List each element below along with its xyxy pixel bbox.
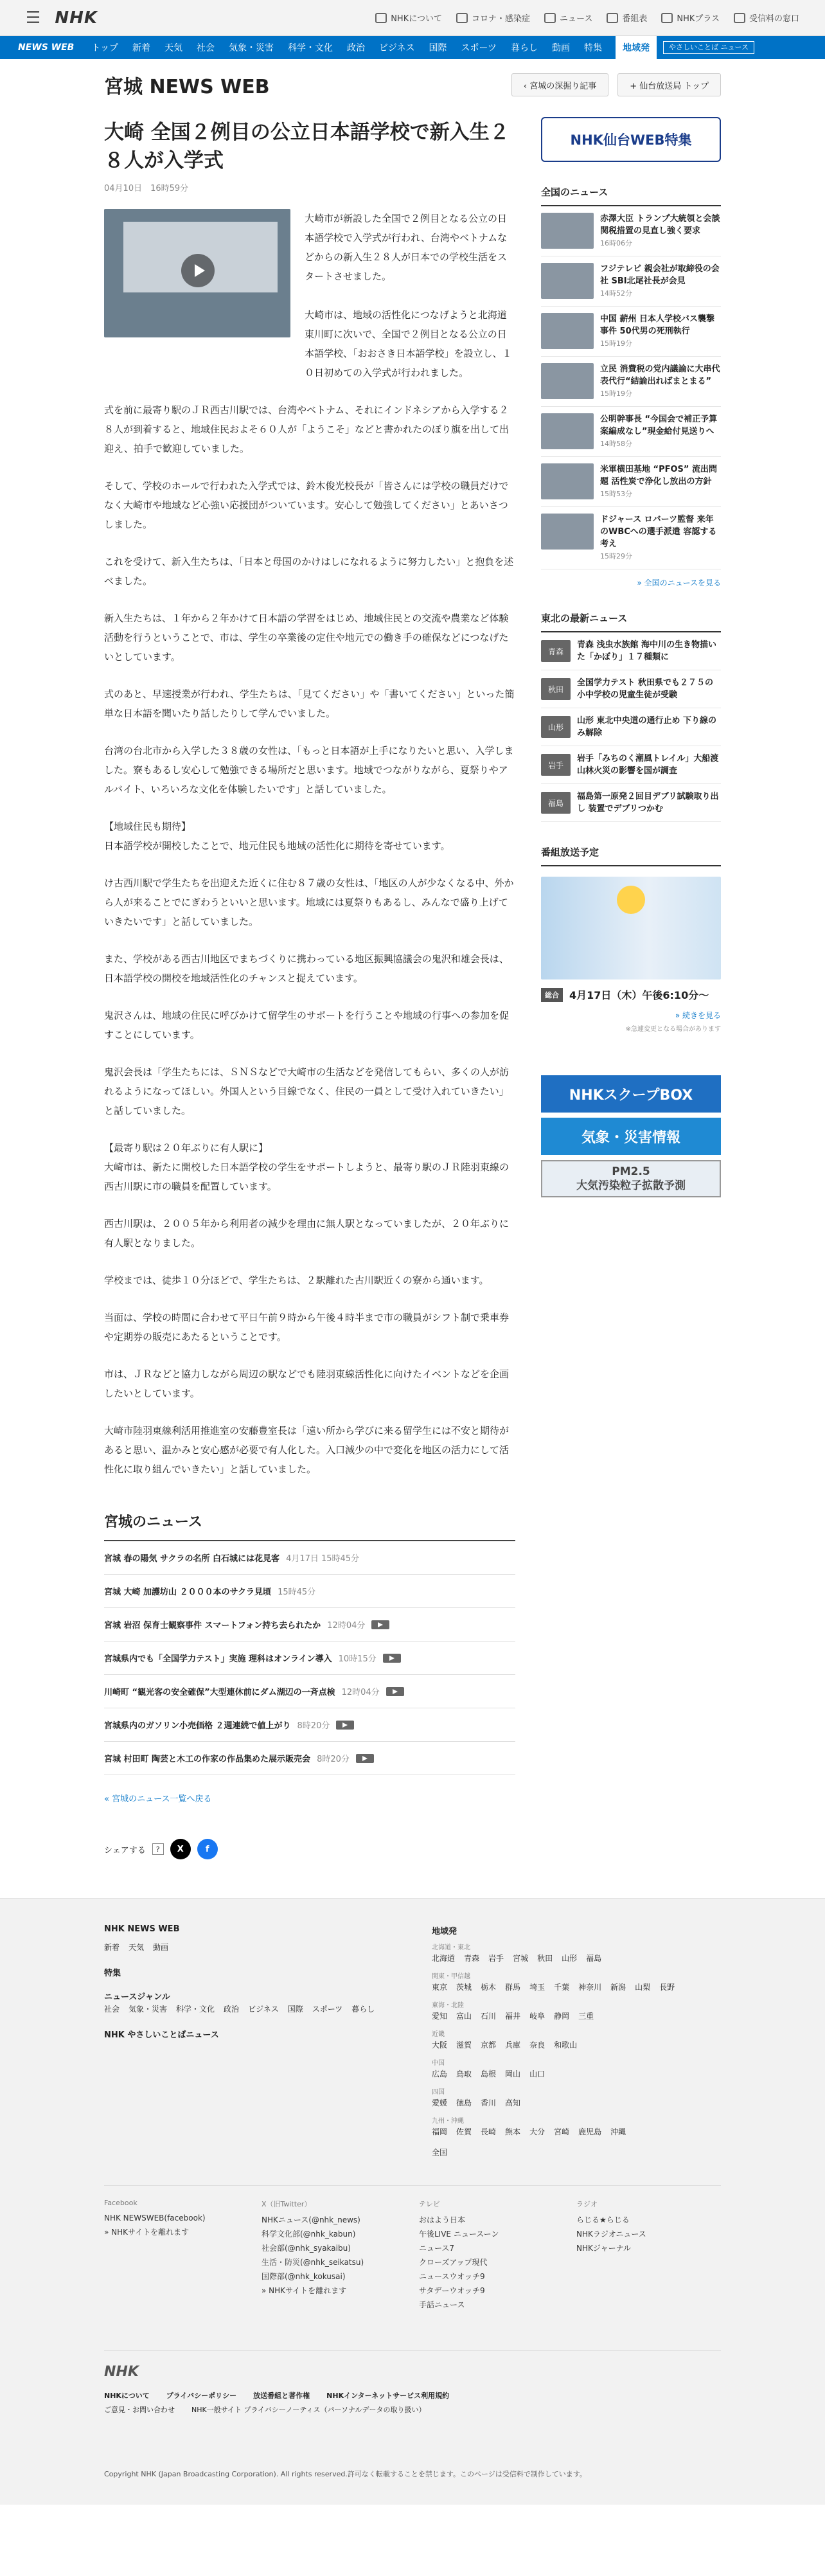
share-bar bbox=[104, 1839, 515, 1859]
footer-region-link[interactable]: 岡山 bbox=[505, 2070, 521, 2079]
footer-region-row bbox=[432, 2125, 721, 2139]
footer-column-link[interactable]: ニュース7 bbox=[419, 2244, 455, 2253]
footer-region-link[interactable]: 岐阜 bbox=[529, 2012, 546, 2021]
video-icon bbox=[386, 1687, 404, 1696]
article-video[interactable] bbox=[104, 209, 290, 337]
facebook-share-icon[interactable]: f bbox=[197, 1839, 218, 1859]
footer-region-group: 九州・沖縄 bbox=[432, 2118, 464, 2125]
footer-genre-link[interactable]: 国際 bbox=[287, 2005, 303, 2014]
footer-column-link[interactable]: » NHKサイトを離れます bbox=[262, 2286, 347, 2295]
local-news-row[interactable] bbox=[104, 1608, 515, 1641]
article-paragraph: 【最寄り駅は２０年ぶりに有人駅に】 大崎市は、新たに開校した日本語学校の学生をサポートしようと、最寄り駅のＪＲ陸羽東線の西古川駅に市の職員を配置しています。 bbox=[104, 1142, 510, 1192]
top-link-icon bbox=[734, 13, 745, 23]
nav-item[interactable]: 気象・災害 bbox=[228, 43, 274, 53]
local-news-time: 8時20分 bbox=[297, 1721, 330, 1731]
national-news-time: 15時53分 bbox=[600, 490, 632, 498]
footer-region-group: 関東・甲信越 bbox=[432, 1973, 470, 1980]
article-paragraph: 台湾の台北市から入学した３８歳の女性は、「もっと日本語が上手になりたいと思い、入学しました。寮もあるし安心して勉強できる場所だと思います。地域でつながりながら、夏祭りやアルバイト、いろいろな文化を体験したいです」と話していました。 bbox=[104, 745, 514, 795]
footer-region-row bbox=[432, 2096, 721, 2110]
footer-region-link[interactable]: 兵庫 bbox=[505, 2041, 521, 2050]
tohoku-news-item[interactable] bbox=[541, 746, 721, 784]
footer-region-row bbox=[432, 2067, 721, 2081]
footer-region-group: 東海・北陸 bbox=[432, 2002, 464, 2009]
national-news-item[interactable] bbox=[541, 457, 721, 507]
footer-column-link[interactable]: NHKジャーナル bbox=[576, 2244, 632, 2253]
tohoku-news-text: 福島第一原発２回目デブリ試験取り出し 装置でデブリつかむ bbox=[577, 792, 719, 814]
footer-region-group: 北海道・東北 bbox=[432, 1944, 470, 1951]
footer-column-title: Facebook bbox=[104, 2199, 138, 2207]
footer-link[interactable]: 天気 bbox=[129, 1943, 145, 1952]
article-lead: 大崎市が新設した全国で２例目となる公立の日本語学校で入学式が行われ、台湾やベトナムなどからの新入生２８人が日本での学校生活をスタートさせました。 大崎市は、地域の活性化につなげようと北海道東川町に次いで、全国で２例目となる公立の日本語学校、「おおさき日本語学校」を設立し、１０日初めての入学式が行われました。 bbox=[305, 213, 512, 379]
local-news-list-link[interactable]: « 宮城のニュース一覧へ戻る bbox=[104, 1794, 212, 1804]
footer-region-link[interactable]: 北海道 bbox=[432, 1954, 456, 1963]
footer-features[interactable]: 特集 bbox=[104, 1969, 121, 1978]
nav-item[interactable]: 政治 bbox=[346, 43, 365, 53]
copyright: Copyright NHK (Japan Broadcasting Corporation). All rights reserved.許可なく転載することを禁じます。このページは受信料で制作しています。 bbox=[104, 2470, 587, 2478]
footer-region-row bbox=[432, 1951, 721, 1965]
top-link-icon bbox=[456, 13, 468, 23]
footer-region-link[interactable]: 岩手 bbox=[488, 1954, 504, 1963]
top-link-label: NHKプラス bbox=[677, 14, 720, 24]
footer-column bbox=[262, 2199, 406, 2312]
local-news-title[interactable]: 宮城県内でも「全国学力テスト」実施 理科はオンライン導入 bbox=[104, 1654, 332, 1664]
video-icon bbox=[336, 1721, 354, 1730]
footer-region-row bbox=[432, 1980, 721, 1994]
national-news-item[interactable] bbox=[541, 206, 721, 256]
footer-region-link[interactable]: 長崎 bbox=[481, 2127, 497, 2136]
national-news-item[interactable] bbox=[541, 256, 721, 307]
top-link-icon bbox=[607, 13, 618, 23]
footer-news-web[interactable]: NHK NEWS WEB bbox=[104, 1924, 180, 1934]
menu-icon[interactable]: ☰ bbox=[26, 8, 41, 28]
national-news-text: 立民 消費税の党内議論に大串代表代行“結論出ればまとまる” 15時19分 bbox=[600, 363, 721, 400]
x-share-icon[interactable]: X bbox=[170, 1839, 191, 1859]
national-news-text: 米軍横田基地 “PFOS” 流出問題 活性炭で浄化し放出の方針 15時53分 bbox=[600, 463, 721, 500]
nav-region[interactable]: 地域発 bbox=[616, 36, 657, 59]
nav-item[interactable]: 科学・文化 bbox=[287, 43, 333, 53]
local-news-time: 15時45分 bbox=[278, 1588, 316, 1597]
footer-region-link[interactable]: 福井 bbox=[505, 2012, 521, 2021]
article-paragraph: 鬼沢さんは、地域の住民に呼びかけて留学生のサポートを行うことや地域の行事への参加を促すことにしています。 bbox=[104, 1010, 510, 1041]
top-link-icon bbox=[661, 13, 673, 23]
top-link-icon bbox=[375, 13, 387, 23]
pm25-label: PM2.5 bbox=[612, 1165, 650, 1178]
local-news-time: 12時04分 bbox=[327, 1621, 366, 1631]
footer-region-link[interactable]: 奈良 bbox=[529, 2041, 546, 2050]
footer-bottom-link[interactable]: NHKについて bbox=[104, 2392, 150, 2400]
section-header bbox=[104, 59, 721, 99]
footer-region-link[interactable]: 神奈川 bbox=[578, 1983, 602, 1992]
footer-column-link[interactable]: 手話ニュース bbox=[419, 2300, 465, 2309]
program-note: ※急遽変更となる場合があります bbox=[625, 1026, 721, 1033]
video-icon bbox=[383, 1654, 401, 1663]
national-news-time: 16時06分 bbox=[600, 239, 632, 247]
national-news-item[interactable] bbox=[541, 357, 721, 407]
top-link[interactable] bbox=[607, 12, 647, 24]
tohoku-news-text: 全国学力テスト 秋田県でも２７５の小中学校の児童生徒が受験 bbox=[577, 678, 714, 700]
footer-region-group: 四国 bbox=[432, 2089, 445, 2096]
footer-column-link[interactable]: 午後LIVE ニュースーン bbox=[419, 2230, 499, 2239]
local-news-title[interactable]: 宮城 大崎 加護坊山 ２０００本のサクラ見頃 bbox=[104, 1588, 272, 1597]
program-more-link[interactable]: » 続きを見る bbox=[675, 1011, 721, 1020]
nav-easy-news[interactable]: やさしいことば ニュース bbox=[663, 41, 754, 54]
article-paragraph: 式を前に最寄り駅のＪＲ西古川駅では、台湾やベトナム、それにインドネシアから入学する２８人が到着すると、地域住民およそ６０人が「ようこそ」などと書かれたのぼり旗を出して出迎え、拍手で歓迎していました。 bbox=[104, 404, 510, 454]
footer-bottom-link[interactable]: NHKインターネットサービス利用規約 bbox=[326, 2392, 450, 2400]
footer-region-link[interactable]: 高知 bbox=[505, 2098, 521, 2107]
footer-region-link[interactable]: 茨城 bbox=[456, 1983, 472, 1992]
program-time: 4月17日（木）午後6:10分～ bbox=[569, 989, 709, 1001]
footer-link[interactable]: 動画 bbox=[153, 1943, 169, 1952]
footer-column bbox=[576, 2199, 721, 2312]
article-paragraph: そして、学校のホールで行われた入学式では、鈴木俊光校長が「皆さんには学校の職員だけでなく大崎市や地域など心強い応援団がついています。安心して勉強してください」とあいさつしました。 bbox=[104, 480, 509, 530]
top-link-icon bbox=[544, 13, 556, 23]
footer-region-link[interactable]: 富山 bbox=[456, 2012, 472, 2021]
top-link-label: 番組表 bbox=[622, 14, 648, 24]
footer-column-title: テレビ bbox=[419, 2200, 440, 2208]
top-link[interactable] bbox=[544, 12, 592, 24]
footer-column-link[interactable]: NHKラジオニュース bbox=[576, 2230, 646, 2239]
tohoku-news-title: 東北の最新ニュース bbox=[541, 611, 721, 632]
tohoku-news-item[interactable] bbox=[541, 670, 721, 708]
national-news-time: 15時19分 bbox=[600, 339, 632, 348]
footer-bottom-link[interactable]: ご意見・お問い合わせ bbox=[104, 2406, 175, 2414]
footer-region-link[interactable]: 群馬 bbox=[505, 1983, 521, 1992]
footer-region-link[interactable]: 愛知 bbox=[432, 2012, 448, 2021]
national-news-text: フジテレビ 親会社が取締役の会社 SBI北尾社長が会見 14時52分 bbox=[600, 263, 721, 300]
footer-region-link[interactable]: 山形 bbox=[562, 1954, 578, 1963]
prefecture-badge: 青森 bbox=[541, 640, 571, 662]
top-link[interactable] bbox=[661, 12, 720, 24]
footer-region-link[interactable]: 福島 bbox=[586, 1954, 602, 1963]
local-news-row[interactable] bbox=[104, 1641, 515, 1675]
footer-genre-link[interactable]: 気象・災害 bbox=[129, 2005, 168, 2014]
nav-item[interactable]: スポーツ bbox=[461, 43, 497, 53]
top-link[interactable] bbox=[375, 12, 442, 24]
footer-link[interactable]: 新着 bbox=[104, 1943, 120, 1952]
footer-region-link[interactable]: 愛媛 bbox=[432, 2098, 448, 2107]
nav-item[interactable]: トップ bbox=[91, 43, 118, 53]
national-news-item[interactable] bbox=[541, 307, 721, 357]
top-bar bbox=[0, 0, 825, 36]
video-icon bbox=[371, 1620, 389, 1629]
article-paragraph: 当面は、学校の時間に合わせて平日午前９時から午後４時半まで市の職員がシフト制で乗車券や定期券の販売にあたるということです。 bbox=[104, 1312, 510, 1343]
footer-region-link[interactable]: 秋田 bbox=[537, 1954, 553, 1963]
article-paragraph: 【地域住民も期待】 日本語学校が開校したことで、地元住民も地域の活性化に期待を寄せています。 bbox=[104, 821, 450, 852]
footer-region-link[interactable]: 山梨 bbox=[635, 1983, 651, 1992]
sidebar bbox=[541, 118, 721, 1859]
footer-column-link[interactable]: » NHKサイトを離れます bbox=[104, 2228, 190, 2237]
footer-column-link[interactable]: NHK NEWSWEB(facebook) bbox=[104, 2214, 206, 2223]
article-paragraph: 新入生たちは、１年から２年かけて日本語の学習をはじめ、地域住民との交流や農業など体験活動を行うということで、市は、学生の卒業後の定住や地元での働き手の確保などにつなげたいとしています。 bbox=[104, 613, 509, 663]
footer-column-link[interactable]: クローズアップ現代 bbox=[419, 2258, 488, 2267]
national-news-text: ドジャース ロバーツ監督 来年のWBCへの選手派遣 容認する考え 15時29分 bbox=[600, 514, 721, 562]
footer-region-title: 地域発 bbox=[432, 1927, 457, 1936]
footer-region-link[interactable]: 熊本 bbox=[505, 2127, 521, 2136]
tohoku-news-item[interactable] bbox=[541, 708, 721, 746]
footer-genre-title: ニュースジャンル bbox=[104, 1992, 170, 2002]
footer-genre-link[interactable]: 暮らし bbox=[351, 2005, 375, 2014]
footer-region-link[interactable]: 滋賀 bbox=[456, 2041, 472, 2050]
national-news-time: 14時58分 bbox=[600, 440, 632, 448]
top-link[interactable] bbox=[734, 12, 799, 24]
prefecture-badge: 秋田 bbox=[541, 678, 571, 700]
article-date: 04月10日 16時59分 bbox=[104, 184, 189, 193]
share-label: シェアする bbox=[104, 1845, 146, 1856]
footer-genre-link[interactable]: スポーツ bbox=[312, 2005, 343, 2014]
news-web-logo[interactable]: NEWS WEB bbox=[18, 42, 75, 53]
nav-item[interactable]: 新着 bbox=[132, 43, 150, 53]
footer-region-link[interactable]: 沖縄 bbox=[610, 2127, 626, 2136]
footer-genre-link[interactable]: ビジネス bbox=[248, 2005, 279, 2014]
footer-region-link[interactable]: 青森 bbox=[464, 1954, 480, 1963]
national-news-time: 15時29分 bbox=[600, 552, 632, 560]
footer-region-link[interactable]: 佐賀 bbox=[456, 2127, 472, 2136]
article-title: 大崎 全国２例目の公立日本語学校で新入生２８人が入学式 bbox=[104, 121, 510, 172]
channel-badge: 総合 bbox=[541, 988, 563, 1002]
local-news-title[interactable]: 宮城 春の陽気 サクラの名所 白石城には花見客 bbox=[104, 1554, 280, 1564]
local-news-time: 12時04分 bbox=[341, 1688, 380, 1697]
news-thumbnail bbox=[541, 313, 594, 349]
miyagi-features-button[interactable]: ‹ 宮城の深掘り記事 bbox=[511, 73, 608, 96]
pm25-sub: 大気汚染粒子拡散予測 bbox=[576, 1179, 686, 1192]
nav-item[interactable]: 特集 bbox=[584, 43, 602, 53]
top-link-label: NHKについて bbox=[391, 14, 442, 24]
national-news-text: 公明幹事長 “今国会で補正予算案編成なし”現金給付見送りへ 14時58分 bbox=[600, 413, 721, 450]
footer-region-link[interactable]: 島根 bbox=[481, 2070, 497, 2079]
article-main bbox=[104, 118, 515, 1859]
footer-column-title: ラジオ bbox=[576, 2200, 598, 2208]
top-links bbox=[375, 12, 799, 24]
nhk-logo[interactable]: NHK bbox=[55, 8, 98, 28]
footer-region-group: 中国 bbox=[432, 2060, 445, 2067]
national-news-item[interactable] bbox=[541, 407, 721, 457]
national-news-more-link[interactable]: » 全国のニュースを見る bbox=[637, 578, 721, 587]
footer-region-link[interactable]: 静岡 bbox=[554, 2012, 570, 2021]
footer-region-link[interactable]: 大分 bbox=[529, 2127, 546, 2136]
footer-column-link[interactable]: ニュースウオッチ9 bbox=[419, 2272, 485, 2281]
article-paragraph: 西古川駅は、２００５年から利用者の減少を理由に無人駅となっていましたが、２０年ぶりに有人駅となりました。 bbox=[104, 1218, 510, 1249]
local-news-time: 8時20分 bbox=[317, 1755, 350, 1764]
news-thumbnail bbox=[541, 263, 594, 299]
footer-easy-news[interactable]: NHK やさしいことばニュース bbox=[104, 2030, 219, 2040]
local-news-row[interactable] bbox=[104, 1708, 515, 1742]
national-news-title: 全国のニュース bbox=[541, 185, 721, 206]
footer-region-link[interactable]: 山口 bbox=[529, 2070, 546, 2079]
weather-disaster-banner[interactable]: 気象・災害情報 bbox=[541, 1118, 721, 1155]
main-nav bbox=[0, 36, 825, 59]
footer-region-row bbox=[432, 2038, 721, 2052]
tohoku-news-item[interactable] bbox=[541, 784, 721, 822]
footer-column-link[interactable]: サタデーウオッチ9 bbox=[419, 2286, 485, 2295]
nav-item[interactable]: ビジネス bbox=[378, 43, 415, 53]
footer-column bbox=[104, 2199, 249, 2312]
local-news-title[interactable]: 川崎町 “観光客の安全確保”大型連休前にダム湖辺の一斉点検 bbox=[104, 1688, 335, 1697]
page-title: 宮城 NEWS WEB bbox=[104, 76, 270, 98]
footer-region-link[interactable]: 新潟 bbox=[610, 1983, 626, 1992]
article-paragraph: また、学校がある西古川地区でまちづくりに携わっている地区振興協議会の鬼沢和雄会長は、日本語学校の開校を地域活性化のチャンスと捉えています。 bbox=[104, 953, 509, 984]
article-paragraph: 市は、ＪＲなどと協力しながら周辺の駅などでも陸羽東線活性化に向けたイベントなどを企画したいとしています。 bbox=[104, 1368, 510, 1399]
news-thumbnail bbox=[541, 213, 594, 249]
footer-region-link[interactable]: 宮崎 bbox=[554, 2127, 570, 2136]
nav-item[interactable]: 天気 bbox=[164, 43, 182, 53]
footer-region-link[interactable]: 鹿児島 bbox=[578, 2127, 602, 2136]
video-icon bbox=[356, 1754, 374, 1763]
footer-genre-link[interactable]: 社会 bbox=[104, 2005, 120, 2014]
news-thumbnail bbox=[541, 363, 594, 399]
footer-region-link[interactable]: 長野 bbox=[659, 1983, 675, 1992]
footer-bottom-link[interactable]: プライバシーポリシー bbox=[166, 2392, 237, 2400]
footer-region-link[interactable]: 和歌山 bbox=[554, 2041, 578, 2050]
footer-column-link[interactable]: おはよう日本 bbox=[419, 2215, 466, 2224]
top-link-label: 受信料の窓口 bbox=[749, 14, 799, 24]
program-logo bbox=[617, 886, 645, 914]
tohoku-news-text: 岩手「みちのく潮風トレイル」大船渡山林火災の影響を国が調査 bbox=[577, 754, 719, 776]
tohoku-news-text: 山形 東北中央道の通行止め 下り線のみ解除 bbox=[577, 716, 717, 738]
footer-bottom-link[interactable]: NHK一般サイト プライバシーノーティス（パーソナルデータの取り扱い） bbox=[191, 2406, 426, 2414]
footer-region-link[interactable]: 徳島 bbox=[456, 2098, 472, 2107]
footer-region-link[interactable]: 広島 bbox=[432, 2070, 448, 2079]
national-news-item[interactable] bbox=[541, 507, 721, 569]
news-thumbnail bbox=[541, 514, 594, 550]
footer-region-link[interactable]: 埼玉 bbox=[529, 1983, 546, 1992]
footer-genre-link[interactable]: 政治 bbox=[224, 2005, 240, 2014]
sendai-top-button[interactable]: + 仙台放送局 トップ bbox=[617, 73, 721, 96]
top-link-label: コロナ・感染症 bbox=[471, 14, 530, 24]
scoop-box-banner[interactable]: NHKスクープBOX bbox=[541, 1075, 721, 1113]
article-paragraph: 大崎市陸羽東線利活用推進室の安藤豊室長は「遠い所から学びに来る留学生には不安と期待があると思い、温かみと安心感が必要で有人化した。入口減少の中で変化を地区の活力にして活性化に取り組んでいきたい」と話していました。 bbox=[104, 1425, 510, 1475]
footer-region-link[interactable]: 大阪 bbox=[432, 2041, 448, 2050]
footer-region-all[interactable]: 全国 bbox=[432, 2148, 448, 2157]
local-news-row[interactable] bbox=[104, 1675, 515, 1708]
nav-item[interactable]: 国際 bbox=[429, 43, 447, 53]
program-schedule-title: 番組放送予定 bbox=[541, 845, 721, 866]
footer-region-link[interactable]: 宮城 bbox=[513, 1954, 529, 1963]
footer-column-link[interactable]: NHKニュース(@nhk_news) bbox=[262, 2215, 360, 2224]
national-news-time: 15時19分 bbox=[600, 389, 632, 398]
news-thumbnail bbox=[541, 463, 594, 499]
nav-item[interactable]: 暮らし bbox=[511, 43, 538, 53]
nav-item[interactable]: 動画 bbox=[552, 43, 570, 53]
local-news-time: 10時15分 bbox=[338, 1654, 377, 1664]
program-image[interactable] bbox=[541, 877, 721, 979]
tohoku-news-text: 青森 浅虫水族館 海中川の生き物描いた「かぼり」１７種類に bbox=[577, 640, 717, 662]
local-news-title[interactable]: 宮城県内のガソリン小売価格 ２週連続で値上がり bbox=[104, 1721, 291, 1731]
footer-region-link[interactable]: 東京 bbox=[432, 1983, 448, 1992]
tohoku-news-item[interactable] bbox=[541, 632, 721, 670]
footer-region-link[interactable]: 香川 bbox=[481, 2098, 497, 2107]
footer-column-link[interactable]: らじる★らじる bbox=[576, 2215, 630, 2224]
national-news-text: 赤澤大臣 トランプ大統領と会談 関税措置の見直し強く要求 16時06分 bbox=[600, 213, 721, 249]
local-news-title[interactable]: 宮城 村田町 陶芸と木工の作家の作品集めた展示販売会 bbox=[104, 1755, 311, 1764]
local-news-title: 宮城のニュース bbox=[104, 1511, 515, 1541]
article-paragraph: 学校までは、徒歩１０分ほどで、学生たちは、２駅離れた古川駅近くの寮から通います。 bbox=[104, 1275, 489, 1286]
local-news-time: 4月17日 15時45分 bbox=[286, 1554, 360, 1564]
footer-region-row bbox=[432, 2009, 721, 2023]
prefecture-badge: 山形 bbox=[541, 716, 571, 738]
local-news-title[interactable]: 宮城 岩沼 保育士観察事件 スマートフォン持ち去られたか bbox=[104, 1621, 321, 1631]
article-paragraph: これを受けて、新入生たちは、「日本と母国のかけはしになれるように努力したい」と抱負を述べました。 bbox=[104, 556, 514, 587]
news-thumbnail bbox=[541, 413, 594, 449]
footer-column-link[interactable]: 国際部(@nhk_kokusai) bbox=[262, 2272, 346, 2281]
footer bbox=[0, 1898, 825, 2505]
prefecture-badge: 福島 bbox=[541, 792, 571, 814]
footer-bottom-link[interactable]: 放送番組と著作権 bbox=[253, 2392, 310, 2400]
footer-region-link[interactable]: 三重 bbox=[578, 2012, 594, 2021]
play-icon[interactable] bbox=[181, 254, 215, 287]
footer-region-group: 近畿 bbox=[432, 2031, 445, 2038]
footer-genre-link[interactable]: 科学・文化 bbox=[176, 2005, 215, 2014]
footer-column-title: X（旧Twitter） bbox=[262, 2200, 312, 2208]
national-news-text: 中国 薪州 日本人学校バス襲撃事件 50代男の死刑執行 15時19分 bbox=[600, 313, 721, 350]
footer-region-link[interactable]: 京都 bbox=[481, 2041, 497, 2050]
top-link-label: ニュース bbox=[559, 14, 593, 24]
footer-column-link[interactable]: 生活・防災(@nhk_seikatsu) bbox=[262, 2258, 364, 2267]
footer-region-link[interactable]: 千葉 bbox=[554, 1983, 570, 1992]
footer-region-link[interactable]: 福岡 bbox=[432, 2127, 448, 2136]
national-news-time: 14時52分 bbox=[600, 289, 632, 298]
footer-region-link[interactable]: 鳥取 bbox=[456, 2070, 472, 2079]
footer-nhk-logo[interactable]: NHK bbox=[104, 2350, 721, 2380]
local-news-row[interactable] bbox=[104, 1742, 515, 1775]
footer-region-link[interactable]: 石川 bbox=[481, 2012, 497, 2021]
prefecture-badge: 岩手 bbox=[541, 754, 571, 776]
article-paragraph: け古西川駅で学生たちを出迎えた近くに住む８７歳の女性は、「地区の人が少なくなる中、外から人が来ることでにぎわうといいと思います。地域には夏祭りもあるし、みんなで盛り上げていきたいです」と話していました。 bbox=[104, 877, 514, 927]
article-paragraph: 式のあと、早速授業が行われ、学生たちは、「見てください」や「書いてください」といった簡単な日本語を聞いたり話したりして学んでいました。 bbox=[104, 688, 515, 719]
help-icon[interactable]: ? bbox=[152, 1843, 164, 1855]
article-paragraph: 鬼沢会長は「学生たちには、ＳＮＳなどで大崎市の生活などを発信してもらい、多くの人が訪れるようになってほしい。外国人という目線でなく、住民の一員として受け入れていきたい」と話していました。 bbox=[104, 1066, 510, 1116]
footer-region-link[interactable]: 栃木 bbox=[481, 1983, 497, 1992]
pm25-banner[interactable] bbox=[541, 1160, 721, 1197]
nav-item[interactable]: 社会 bbox=[196, 43, 215, 53]
sendai-web-feature-banner[interactable]: NHK仙台WEB特集 bbox=[541, 117, 721, 162]
local-news-row[interactable] bbox=[104, 1575, 515, 1608]
footer-column-link[interactable]: 社会部(@nhk_syakaibu) bbox=[262, 2244, 351, 2253]
footer-column-link[interactable]: 科学文化部(@nhk_kabun) bbox=[262, 2230, 356, 2239]
local-news-row[interactable] bbox=[104, 1541, 515, 1575]
top-link[interactable] bbox=[456, 12, 530, 24]
footer-column bbox=[419, 2199, 563, 2312]
